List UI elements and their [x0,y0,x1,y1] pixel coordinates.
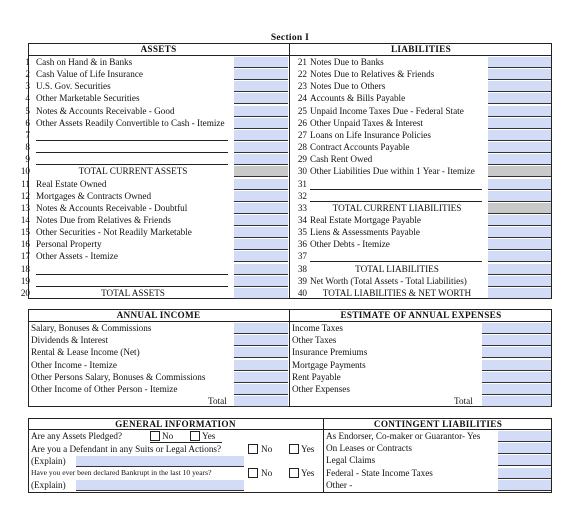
assets-row-label: Other Securities - Not Readily Marketable [36,227,192,237]
assets-amount-field[interactable] [234,154,288,165]
annual_income-total-label: Total [208,396,227,406]
liabilities-amount-field[interactable] [488,276,551,287]
assets-row-number: 16 [20,239,30,249]
liabilities-amount-field[interactable] [488,69,551,80]
liabilities-row-label: Other Unpaid Taxes & Interest [310,118,423,128]
annual_income-row-label: Salary, Bonuses & Commissions [31,323,152,333]
bankrupt-no-label: No [261,468,273,478]
liabilities-row-label: Notes Due to Banks [310,57,384,67]
assets-row-number: 5 [25,106,30,116]
liabilities-header: LIABILITIES [391,44,451,54]
liabilities-blank-line [310,189,482,190]
liabilities-amount-field[interactable] [488,264,551,275]
assets-row-number: 15 [20,227,30,237]
liabilities-row-label: TOTAL LIABILITIES [355,264,439,274]
assets-row-label: Cash Value of Life Insurance [36,69,143,79]
assets-row-number: 12 [20,191,30,201]
assets-row-label: Real Estate Owned [36,179,107,189]
liabilities-row-label: TOTAL LIABILITIES & NET WORTH [322,288,472,298]
liabilities-amount-field[interactable] [488,81,551,92]
assets-amount-field[interactable] [234,142,288,153]
bankrupt-yes-checkbox[interactable] [289,468,299,478]
liabilities-row-number: 28 [297,142,307,152]
assets-amount-field[interactable] [234,251,288,262]
assets-amount-field[interactable] [234,191,288,202]
bankrupt-question: Have you ever been declared Bankrupt in the last 10 years? [31,468,212,477]
liabilities-row-number: 24 [297,93,307,103]
assets-amount-field[interactable] [234,264,288,275]
liabilities-row-number: 35 [297,227,307,237]
liabilities-row-number: 40 [297,288,307,298]
assets-row-number: 13 [20,203,30,213]
assets-row-number: 4 [25,93,30,103]
assets-row-label: Mortgages & Contracts Owned [36,191,152,201]
liabilities-amount-field[interactable] [488,227,551,238]
contingent-row-label: Federal - State Income Taxes [326,468,433,478]
assets-blank-line [36,140,228,141]
assets-amount-field[interactable] [234,239,288,250]
liabilities-row-label: TOTAL CURRENT LIABILITIES [332,203,462,213]
assets-amount-field[interactable] [234,69,288,80]
liabilities-row-number: 23 [297,81,307,91]
liabilities-row-label: Unpaid Income Taxes Due - Federal State [310,106,464,116]
annual_expenses-row-label: Other Taxes [292,335,337,345]
liabilities-amount-field[interactable] [488,179,551,190]
assets-row-number: 6 [25,118,30,128]
annual_expenses-total-label: Total [454,396,473,406]
liabilities-row-label: Loans on Life Insurance Policies [310,130,431,140]
bankrupt-no-checkbox[interactable] [248,468,258,478]
assets-row-label: Personal Property [36,239,102,249]
liabilities-row-label: Accounts & Bills Payable [310,93,406,103]
liabilities-row-number: 37 [297,251,307,261]
liabilities-row-number: 21 [297,57,307,67]
contingent-amount-field[interactable] [498,480,551,491]
liabilities-row-number: 30 [297,166,307,176]
liabilities-amount-field[interactable] [488,239,551,250]
assets-amount-field[interactable] [234,57,288,68]
assets-blank-line [36,274,228,275]
liabilities-amount-field[interactable] [488,251,551,262]
assets-pledged-no-checkbox[interactable] [150,431,160,441]
contingent-amount-field[interactable] [498,431,551,442]
annual_income-amount-field[interactable] [234,347,288,358]
annual_expenses-row-label: Rent Payable [292,372,341,382]
assets-amount-field[interactable] [234,276,288,287]
assets-row-label: TOTAL ASSETS [101,288,165,298]
assets-row-number: 9 [25,154,30,164]
assets-row-label: Notes & Accounts Receivable - Doubtful [36,203,188,213]
bankrupt-explain-label: (Explain) [31,480,66,490]
liabilities-row-label: Cash Rent Owed [310,154,373,164]
liabilities-amount-field[interactable] [488,142,551,153]
section-title: Section I [270,33,310,43]
annual_expenses-amount-field[interactable] [482,360,551,371]
annual_expenses-amount-field[interactable] [482,347,551,358]
assets-row-number: 11 [21,179,30,189]
liabilities-blank-line [310,261,482,262]
liabilities-row-number: 27 [297,130,307,140]
liabilities-row-number: 25 [297,106,307,116]
annual_expenses-total-field[interactable] [482,396,551,407]
assets-row-label: Other Marketable Securities [36,93,140,103]
assets-amount-field[interactable] [234,179,288,190]
assets-amount-field[interactable] [234,203,288,214]
annual_income-amount-field[interactable] [234,372,288,383]
annual_income-amount-field[interactable] [234,323,288,334]
assets-pledged-yes-label: Yes [202,431,216,441]
assets-pledged-no-label: No [162,431,174,441]
assets-amount-field[interactable] [234,118,288,129]
contingent-amount-field[interactable] [498,468,551,479]
assets-amount-field[interactable] [234,81,288,92]
assets-row-number: 10 [20,166,30,176]
annual_expenses-row-label: Income Taxes [292,323,343,333]
contingent-amount-field[interactable] [498,455,551,466]
assets-row-label: U.S. Gov. Securities [36,81,111,91]
assets-row-number: 14 [20,215,30,225]
contingent-row-label: As Endorser, Co-maker or Guarantor- Yes [326,431,481,441]
liabilities-amount-field[interactable] [488,166,551,177]
assets-row-number: 1 [25,57,30,67]
assets-row-number: 19 [20,276,30,286]
defendant-explain-label: (Explain) [31,456,66,466]
defendant-question: Are you a Defendant in any Suits or Legal Actions? [31,444,222,454]
assets-row-label: Notes Due from Relatives & Friends [36,215,171,225]
liabilities-amount-field[interactable] [488,191,551,202]
annual_expenses-amount-field[interactable] [482,323,551,334]
assets-pledged-question: Are any Assets Pledged? [31,431,123,441]
liabilities-amount-field[interactable] [488,288,551,299]
assets-row-number: 2 [25,69,30,79]
annual_income-amount-field[interactable] [234,335,288,346]
liabilities-row-label: Notes Due to Others [310,81,386,91]
liabilities-amount-field[interactable] [488,93,551,104]
contingent-row-label: Other - [326,480,353,490]
liabilities-row-label: Liens & Assessments Payable [310,227,420,237]
assets-row-label: TOTAL CURRENT ASSETS [78,166,188,176]
defendant-no-label: No [261,444,273,454]
annual_expenses-amount-field[interactable] [482,372,551,383]
contingent-liabilities-header: CONTINGENT LIABILITIES [373,419,503,429]
balance-sheet-divider [289,43,290,299]
liabilities-row-label: Notes Due to Relatives & Friends [310,69,435,79]
assets-pledged-yes-checkbox[interactable] [190,431,200,441]
liabilities-amount-field[interactable] [488,118,551,129]
liabilities-row-label: Other Debts - Itemize [310,239,390,249]
liabilities-row-number: 39 [297,276,307,286]
annual_expenses-amount-field[interactable] [482,384,551,395]
annual_income-total-field[interactable] [234,396,288,407]
liabilities-amount-field[interactable] [488,215,551,226]
liabilities-amount-field[interactable] [488,154,551,165]
assets-row-label: Other Assets - Itemize [36,251,118,261]
assets-header: ASSETS [140,44,177,54]
annual_income-row-label: Other Income of Other Person - Itemize [31,384,178,394]
defendant-no-checkbox[interactable] [248,444,258,454]
annual_expenses-row-label: Other Expenses [292,384,350,394]
bankrupt-yes-label: Yes [301,468,315,478]
assets-blank-line [36,152,228,153]
assets-amount-field[interactable] [234,215,288,226]
assets-amount-field[interactable] [234,227,288,238]
liabilities-amount-field[interactable] [488,57,551,68]
assets-row-number: 20 [20,288,30,298]
assets-row-number: 7 [25,130,30,140]
liabilities-row-label: Real Estate Mortgage Payable [310,215,421,225]
assets-amount-field[interactable] [234,130,288,141]
assets-row-number: 17 [20,251,30,261]
liabilities-row-number: 36 [297,239,307,249]
annual_income-row-label: Other Income - Itemize [31,360,117,370]
liabilities-row-number: 26 [297,118,307,128]
assets-amount-field[interactable] [234,288,288,299]
assets-row-number: 8 [25,142,30,152]
annual_income-row-label: Dividends & Interest [31,335,109,345]
liabilities-row-number: 33 [297,203,307,213]
liabilities-row-number: 31 [297,179,307,189]
annual-expenses-header: ESTIMATE OF ANNUAL EXPENSES [340,310,502,320]
assets-amount-field[interactable] [234,106,288,117]
annual_income-amount-field[interactable] [234,384,288,395]
liabilities-row-label: Net Worth (Total Assets - Total Liabilities) [310,276,467,286]
general-information-header: GENERAL INFORMATION [115,419,236,429]
assets-row-label: Notes & Accounts Receivable - Good [36,106,175,116]
annual_income-row-label: Other Persons Salary, Bonuses & Commissions [31,372,206,382]
liabilities-row-number: 22 [297,69,307,79]
defendant-yes-label: Yes [301,444,315,454]
annual-income-header: ANNUAL INCOME [116,310,201,320]
assets-amount-field[interactable] [234,166,288,177]
contingent-row-label: Legal Claims [326,455,376,465]
liabilities-row-label: Contract Accounts Payable [310,142,410,152]
annual_expenses-amount-field[interactable] [482,335,551,346]
assets-row-label: Cash on Hand & in Banks [36,57,133,67]
assets-row-number: 3 [25,81,30,91]
income-expenses-divider [289,309,290,407]
defendant-yes-checkbox[interactable] [289,444,299,454]
annual_expenses-row-label: Insurance Premiums [292,347,368,357]
liabilities-amount-field[interactable] [488,130,551,141]
annual_income-amount-field[interactable] [234,360,288,371]
assets-amount-field[interactable] [234,93,288,104]
defendant-explain-field[interactable] [76,456,244,467]
bankrupt-explain-field[interactable] [76,480,244,491]
liabilities-amount-field[interactable] [488,203,551,214]
liabilities-amount-field[interactable] [488,106,551,117]
annual_income-row-label: Rental & Lease Income (Net) [31,347,140,357]
annual_expenses-row-label: Mortgage Payments [292,360,366,370]
liabilities-row-number: 29 [297,154,307,164]
liabilities-row-number: 32 [297,191,307,201]
contingent-amount-field[interactable] [498,443,551,454]
assets-row-label: Other Assets Readily Convertible to Cash - Itemize [36,118,225,128]
liabilities-row-number: 38 [297,264,307,274]
contingent-row-label: On Leases or Contracts [326,443,412,453]
liabilities-row-number: 34 [297,215,307,225]
assets-row-number: 18 [20,264,30,274]
liabilities-row-label: Other Liabilities Due within 1 Year - Itemize [310,166,475,176]
